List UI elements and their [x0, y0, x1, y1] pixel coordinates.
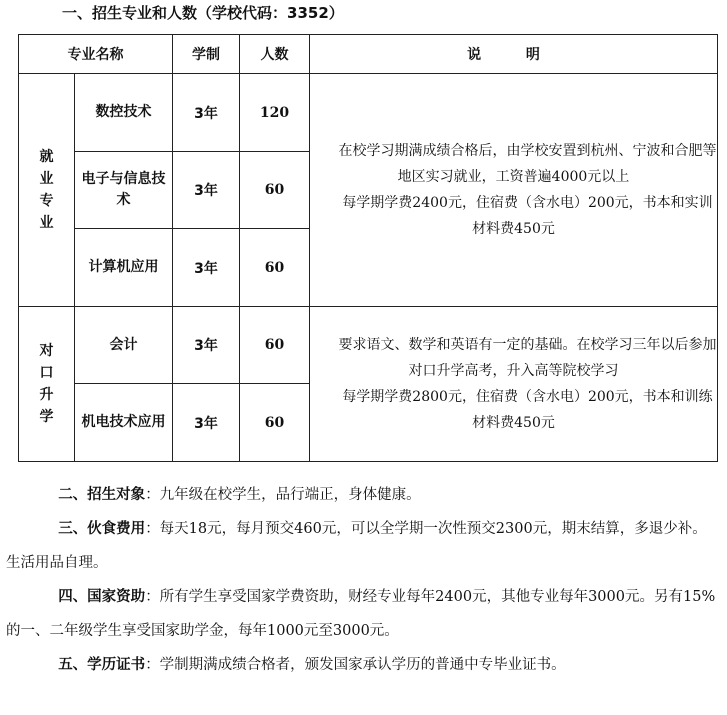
- major-count: 60: [240, 384, 310, 462]
- section-target: 二、招生对象：九年级在校学生，品行端正，身体健康。: [58, 487, 421, 503]
- major-years: 3年: [173, 152, 240, 229]
- header-major: 专业名称: [19, 35, 173, 74]
- table-row: [19, 74, 718, 152]
- major-name: 计算机应用: [75, 229, 173, 307]
- body-paragraphs: [6, 478, 716, 682]
- section-certificate: 五、学历证书：学制期满成绩合格者，颁发国家承认学历的普通中专毕业证书。: [58, 657, 566, 673]
- category-employment: 就 业 专 业: [19, 74, 75, 307]
- major-years: 3年: [173, 229, 240, 307]
- header-years: 学制: [173, 35, 240, 74]
- major-name: 会计: [75, 307, 173, 384]
- major-name: 机电技术应用: [75, 384, 173, 462]
- note-further-study: 要求语文、数学和英语有一定的基础。在校学习三年以后参加对口升学高考，升入高等院校学习 每学期学费2800元，住宿费（含水电）200元，书本和训练材料费450元: [310, 307, 718, 462]
- major-name: 数控技术: [75, 74, 173, 152]
- table-header-row: [19, 35, 718, 74]
- major-name: 电子与信息技术: [75, 152, 173, 229]
- section-meals: 三、伙食费用：每天18元，每月预交460元，可以全学期一次性预交2300元，期末结算，多退少补。生活用品自理。: [6, 521, 707, 571]
- major-count: 60: [240, 307, 310, 384]
- header-note: 说 明: [310, 35, 718, 74]
- header-count: 人数: [240, 35, 310, 74]
- section-funding: 四、国家资助：所有学生享受国家学费资助，财经专业每年2400元，其他专业每年3000元。另有15%的一、二年级学生享受国家助学金，每年1000元至3000元。: [6, 589, 716, 639]
- section-heading: 一、招生专业和人数（学校代码：3352）: [62, 4, 344, 22]
- major-count: 120: [240, 74, 310, 152]
- major-years: 3年: [173, 74, 240, 152]
- note-employment: 在校学习期满成绩合格后，由学校安置到杭州、宁波和合肥等地区实习就业，工资普遍4000元以上 每学期学费2400元，住宿费（含水电）200元，书本和实训材料费450元: [310, 74, 718, 307]
- admissions-table: [18, 34, 718, 462]
- major-count: 60: [240, 152, 310, 229]
- major-count: 60: [240, 229, 310, 307]
- major-years: 3年: [173, 384, 240, 462]
- major-years: 3年: [173, 307, 240, 384]
- table-row: [19, 307, 718, 384]
- category-further-study: 对 口 升 学: [19, 307, 75, 462]
